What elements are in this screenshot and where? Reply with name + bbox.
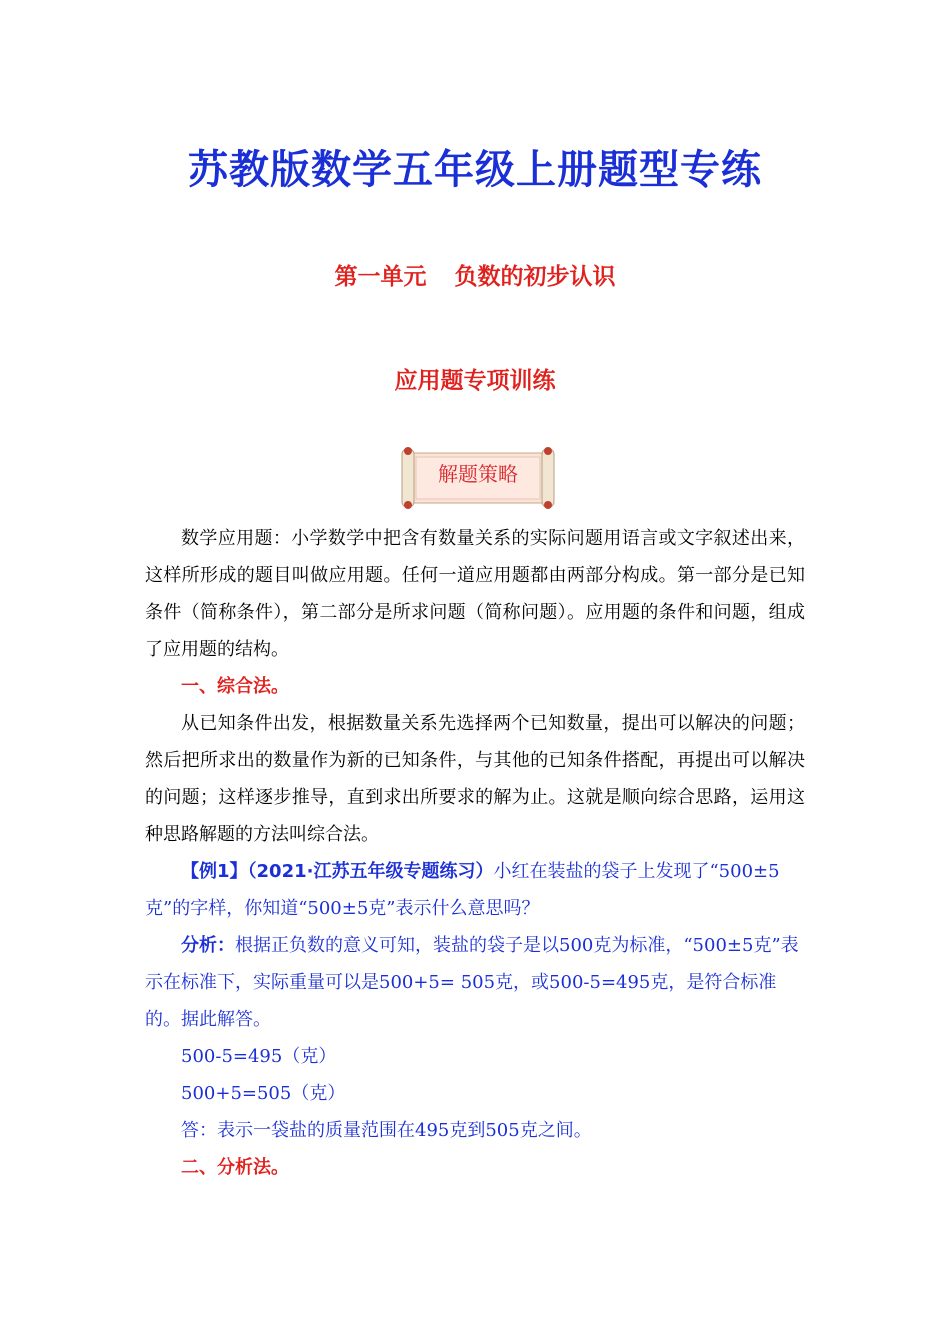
unit-name: 负数的初步认识 (454, 264, 616, 290)
section1-heading: 一、综合法。 (181, 676, 289, 697)
document-title: 苏教版数学五年级上册题型专练 (188, 147, 762, 193)
calculation-line: 500+5=505（克） (181, 1083, 346, 1104)
section2-heading: 二、分析法。 (181, 1157, 289, 1178)
example-tag: 【例1】（2021·江苏五年级专题练习） (181, 861, 494, 882)
document-body (145, 520, 805, 1186)
unit-label: 第一单元 (334, 264, 427, 290)
example-text: 小红在装盐的袋子上发现了“500±5克”的字样，你知道“500±5克”表示什么意思吗？ (145, 861, 780, 919)
section1-paragraph: 从已知条件出发，根据数量关系先选择两个已知数量，提出可以解决的问题；然后把所求出的数量作为新的已知条件，与其他的已知条件搭配，再提出可以解决的问题；这样逐步推导，直到求出所要求的解为止。这就是顺向综合思路，运用这种思路解题的方法叫综合法。 (145, 713, 805, 845)
analysis-paragraph (145, 927, 805, 1038)
calculation-line: 500-5=495（克） (181, 1046, 337, 1067)
unit-heading (0, 258, 950, 291)
intro-paragraph: 数学应用题：小学数学中把含有数量关系的实际问题用语言或文字叙述出来，这样所形成的题目叫做应用题。任何一道应用题都由两部分构成。第一部分是已知条件（简称条件），第二部分是所求问题（简称问题）。应用题的条件和问题，组成了应用题的结构。 (145, 528, 805, 660)
analysis-text: 根据正负数的意义可知，装盐的袋子是以500克为标准，“500±5克”表示在标准下，实际重量可以是500+5= 505克，或500-5=495克，是符合标准的。据此解答。 (145, 935, 799, 1030)
answer-line: 答：表示一袋盐的质量范围在495克到505克之间。 (181, 1120, 592, 1141)
banner-label: 解题策略 (438, 462, 518, 486)
example-question (145, 853, 805, 927)
analysis-label: 分析： (181, 935, 235, 956)
section-subtitle: 应用题专项训练 (394, 368, 556, 394)
